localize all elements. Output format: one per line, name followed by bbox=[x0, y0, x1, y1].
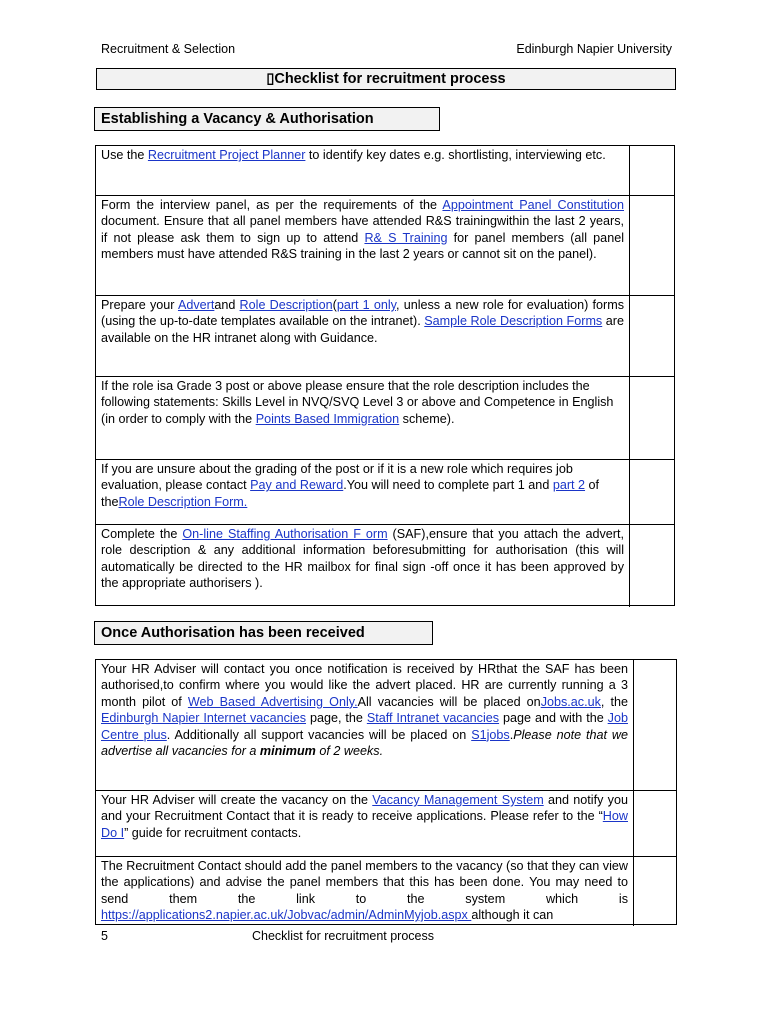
table-row bbox=[96, 660, 676, 791]
checkbox-cell[interactable] bbox=[633, 660, 676, 790]
web-based-advertising-link[interactable]: Web Based Advertising Only. bbox=[187, 694, 358, 709]
checkbox-cell[interactable] bbox=[629, 460, 674, 524]
header-left: Recruitment & Selection bbox=[101, 42, 236, 56]
part-2-link[interactable]: part 2 bbox=[552, 478, 586, 493]
checkbox-cell[interactable] bbox=[629, 296, 674, 376]
table-row bbox=[96, 377, 674, 460]
role-description-form-link[interactable]: Role Description Form. bbox=[118, 494, 248, 509]
pay-and-reward-link[interactable]: Pay and Reward bbox=[250, 478, 344, 493]
rs-training-link[interactable]: R& S Training bbox=[364, 230, 448, 245]
admin-myjob-link[interactable]: https://applications2.napier.ac.uk/Jobvac/admin/AdminMyjob.aspx bbox=[101, 908, 472, 923]
checkbox-cell[interactable] bbox=[629, 525, 674, 607]
advert-link[interactable]: Advert bbox=[177, 298, 215, 312]
page-number: 5 bbox=[101, 929, 108, 943]
checklist-table-vacancy bbox=[95, 145, 675, 606]
how-do-i-link[interactable]: How Do I bbox=[101, 809, 628, 840]
role-description-link[interactable]: Role Description bbox=[239, 298, 333, 312]
sample-role-description-forms-link[interactable]: Sample Role Description Forms bbox=[424, 314, 603, 329]
checklist-item-text: Complete the On-line Staffing Authorisation F orm (SAF),ensure that you attach the advert, role description & any additional information beforesubmitting for authorisation (this will automatically be directed to the HR mailbox for final sign -off once it has been approved by the appropriate authorisers ). bbox=[101, 527, 624, 591]
table-row bbox=[96, 146, 674, 196]
section-heading-authorisation: Once Authorisation has been received bbox=[94, 621, 433, 645]
checklist-item-text: Prepare your Advertand Role Description(part 1 only, unless a new role for evaluation) forms (using the up-to-date templates available on the intranet). Sample Role Description Forms are available on the HR intranet along with Guidance. bbox=[101, 298, 625, 345]
table-row bbox=[96, 525, 674, 607]
checkbox-cell[interactable] bbox=[633, 791, 676, 856]
recruitment-project-planner-link[interactable]: Recruitment Project Planner bbox=[147, 148, 306, 162]
checklist-item-text: Use the Recruitment Project Planner to identify key dates e.g. shortlisting, interviewing etc. bbox=[101, 148, 606, 162]
jobs-ac-uk-link[interactable]: Jobs.ac.uk bbox=[540, 694, 601, 709]
table-row bbox=[96, 460, 674, 525]
checkbox-cell[interactable] bbox=[633, 857, 676, 926]
napier-internet-vacancies-link[interactable]: Edinburgh Napier Internet vacancies bbox=[101, 711, 307, 726]
table-row bbox=[96, 296, 674, 377]
part-1-only-link[interactable]: part 1 only bbox=[336, 298, 397, 312]
points-based-immigration-link[interactable]: Points Based Immigration bbox=[255, 411, 400, 426]
section-heading-vacancy: Establishing a Vacancy & Authorisation bbox=[94, 107, 440, 131]
checklist-item-text: Form the interview panel, as per the requirements of the Appointment Panel Constitution document. Ensure that all panel members have attended R&S trainingwithin the last 2 years, if not please ask them to sign up to attend R& S Training for panel members (all panel members must have attended R&S training in the last 2 years or cannot sit on the panel). bbox=[101, 198, 624, 262]
table-row bbox=[96, 196, 674, 296]
s1jobs-link[interactable]: S1jobs bbox=[471, 727, 510, 742]
checklist-item-text: Your HR Adviser will create the vacancy on the Vacancy Management System and notify you and your Recruitment Contact that it is ready to receive applications. Please refer to the “How Do I” guide for recruitment contacts. bbox=[101, 793, 628, 840]
checklist-item-text: The Recruitment Contact should add the panel members to the vacancy (so that they can view the applications) and advise the panel members that this has been done. You may need to send them the link to the system which is https://applications2.napier.ac.uk/Jobvac/admin/AdminMyjob.aspx although it can bbox=[101, 859, 628, 923]
checklist-item-text: If the role isa Grade 3 post or above please ensure that the role description includes the following statements: Skills Level in NVQ/SVQ Level 3 or above and Competence in English (in order to comply with the Points Based Immigration scheme). bbox=[101, 379, 614, 426]
job-centre-plus-link[interactable]: Job Centre plus bbox=[101, 711, 628, 742]
checkbox-cell[interactable] bbox=[629, 377, 674, 459]
staffing-authorisation-form-link[interactable]: On-line Staffing Authorisation F orm bbox=[182, 527, 388, 541]
checklist-item-text: If you are unsure about the grading of the post or if it is a new role which requires job evaluation, please contact Pay and Reward.You will need to complete part 1 and part 2 of theRole Description Form. bbox=[101, 462, 600, 509]
checklist-table-authorisation bbox=[95, 659, 677, 925]
vacancy-management-system-link[interactable]: Vacancy Management System bbox=[372, 793, 544, 807]
document-title: ▯Checklist for recruitment process bbox=[96, 68, 676, 90]
header-right: Edinburgh Napier University bbox=[516, 42, 672, 56]
checkbox-cell[interactable] bbox=[629, 196, 674, 295]
table-row bbox=[96, 791, 676, 857]
staff-intranet-vacancies-link[interactable]: Staff Intranet vacancies bbox=[366, 711, 500, 726]
appointment-panel-constitution-link[interactable]: Appointment Panel Constitution bbox=[442, 198, 624, 212]
footer-title: Checklist for recruitment process bbox=[252, 929, 435, 943]
checklist-item-text: Your HR Adviser will contact you once notification is received by HRthat the SAF has been authorised,to confirm where you would like the advert placed. HR are currently running a 3 month pilot of Web Based Advertising Only.All vacancies will be placed onJobs.ac.uk, the Edinburgh Napier Internet vacancies page, the Staff Intranet vacancies page and with the Job Centre plus. Additionally all support vacancies will be placed on S1jobs.Please note that we advertise all vacancies for a minimum of 2 weeks. bbox=[101, 662, 628, 759]
checkbox-cell[interactable] bbox=[629, 146, 674, 195]
table-row bbox=[96, 857, 676, 926]
